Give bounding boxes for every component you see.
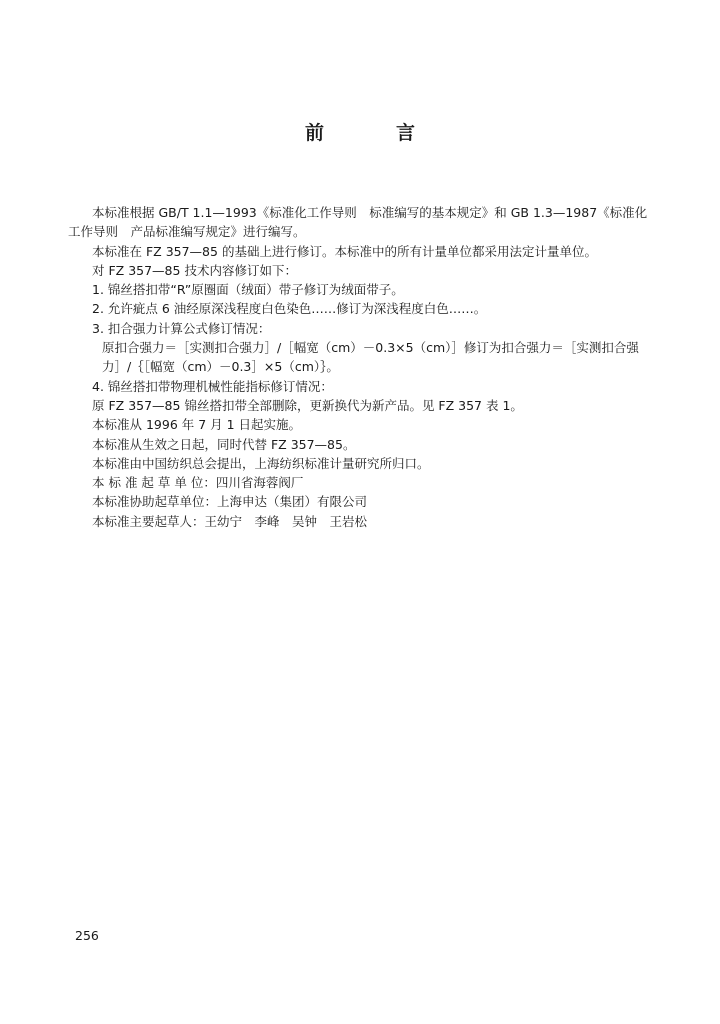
paragraph-line: 本标准在 FZ 357—85 的基础上进行修订。本标准中的所有计量单位都采用法定计量单位。 [92,243,597,259]
paragraph-line: 工作导则 产品标准编写规定》进行编写。 [68,224,306,240]
paragraph-line: 本标准由中国纺织总会提出，上海纺织标准计量研究所归口。 [92,455,430,471]
title-char-1: 前 [304,122,324,144]
list-item: 3. 扣合强力计算公式修订情况： [92,320,271,336]
page-title [0,118,720,145]
formula-line: 原扣合强力＝［实测扣合强力］/［幅宽（cm）－0.3×5（cm）］修订为扣合强力＝［实测扣合强 [102,340,639,356]
paragraph-line: 对 FZ 357—85 技术内容修订如下： [92,262,297,278]
formula-line: 力］/｛［幅宽（cm）－0.3］×5（cm）｝。 [102,359,339,375]
paragraph-line: 本标准从 1996 年 7 月 1 日起实施。 [92,417,302,433]
paragraph-line: 本标准从生效之日起，同时代替 FZ 357—85。 [92,436,356,452]
paragraph-line: 本标准根据 GB/T 1.1—1993《标准化工作导则 标准编写的基本规定》和 GB 1.3—1987《标准化 [92,205,648,220]
paragraph-line: 原 FZ 357—85 锦丝搭扣带全部删除，更新换代为新产品。见 FZ 357 表 1。 [92,397,523,413]
main-drafters: 本标准主要起草人：王幼宁 李峰 吴钟 王岩松 [92,513,368,529]
title-char-2: 言 [396,122,416,144]
list-item: 2. 允许疵点 6 油经原深浅程度白色染色……修订为深浅程度白色……。 [92,301,487,317]
drafting-unit: 本 标 准 起 草 单 位：四川省海蓉阀厂 [92,475,304,491]
list-item: 1. 锦丝搭扣带“R”原圈面（绒面）带子修订为绒面带子。 [92,282,404,298]
co-drafting-unit: 本标准协助起草单位：上海申达（集团）有限公司 [92,494,368,510]
page-number: 256 [75,928,99,943]
foreword-body [68,203,658,531]
list-item: 4. 锦丝搭扣带物理机械性能指标修订情况： [92,378,333,394]
